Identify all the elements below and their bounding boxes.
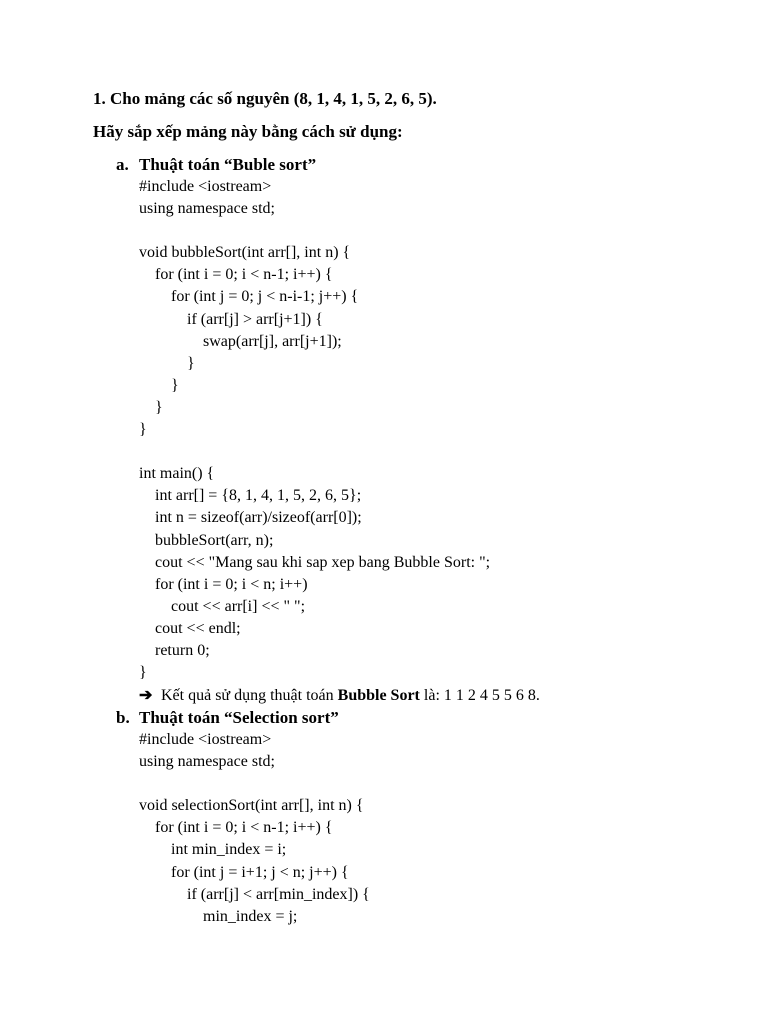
section-b-marker: b. [116, 708, 130, 727]
right-arrow-icon: ➔ [139, 687, 153, 704]
section-a-title-text: Thuật toán “Buble sort” [139, 155, 317, 174]
bubble-sort-result [139, 685, 540, 707]
bubble-sort-code: #include <iostream> using namespace std; void bubbleSort(int arr[], int n) { for (int i = 0; i < n-1; i++) { for (int j = 0; j < n-i-1; j++) { if (arr[j] > arr[j+1]) { swap(arr[j], arr[j+1]); } } } } int main() { int arr[] = {8, 1, 4, 1, 5, 2, 6, 5}; int n = sizeof(arr)/sizeof(arr[0]); bubbleSort(arr, n); cout << "Mang sau khi sap xep bang Bubble Sort: "; for (int i = 0; i < n; i++) cout << arr[i] << " "; cout << endl; return 0; } [139, 178, 491, 682]
result-prefix: Kết quả sử dụng thuật toán [161, 687, 338, 704]
section-a-marker: a. [116, 155, 129, 174]
section-b-title [116, 707, 339, 729]
question-instruction: Hãy sắp xếp mảng này bằng cách sử dụng: [93, 122, 403, 141]
question-title: 1. Cho mảng các số nguyên (8, 1, 4, 1, 5, 2, 6, 5). [93, 89, 437, 108]
section-a-title [116, 154, 316, 176]
result-algorithm: Bubble Sort [337, 687, 420, 704]
result-suffix: là: 1 1 2 4 5 5 6 8. [419, 687, 540, 704]
selection-sort-code: #include <iostream> using namespace std; void selectionSort(int arr[], int n) { for (int i = 0; i < n-1; i++) { int min_index = i; for (int j = i+1; j < n; j++) { if (arr[j] < arr[min_index]) { min_index = j; [139, 731, 370, 925]
section-b-title-text: Thuật toán “Selection sort” [139, 708, 339, 727]
